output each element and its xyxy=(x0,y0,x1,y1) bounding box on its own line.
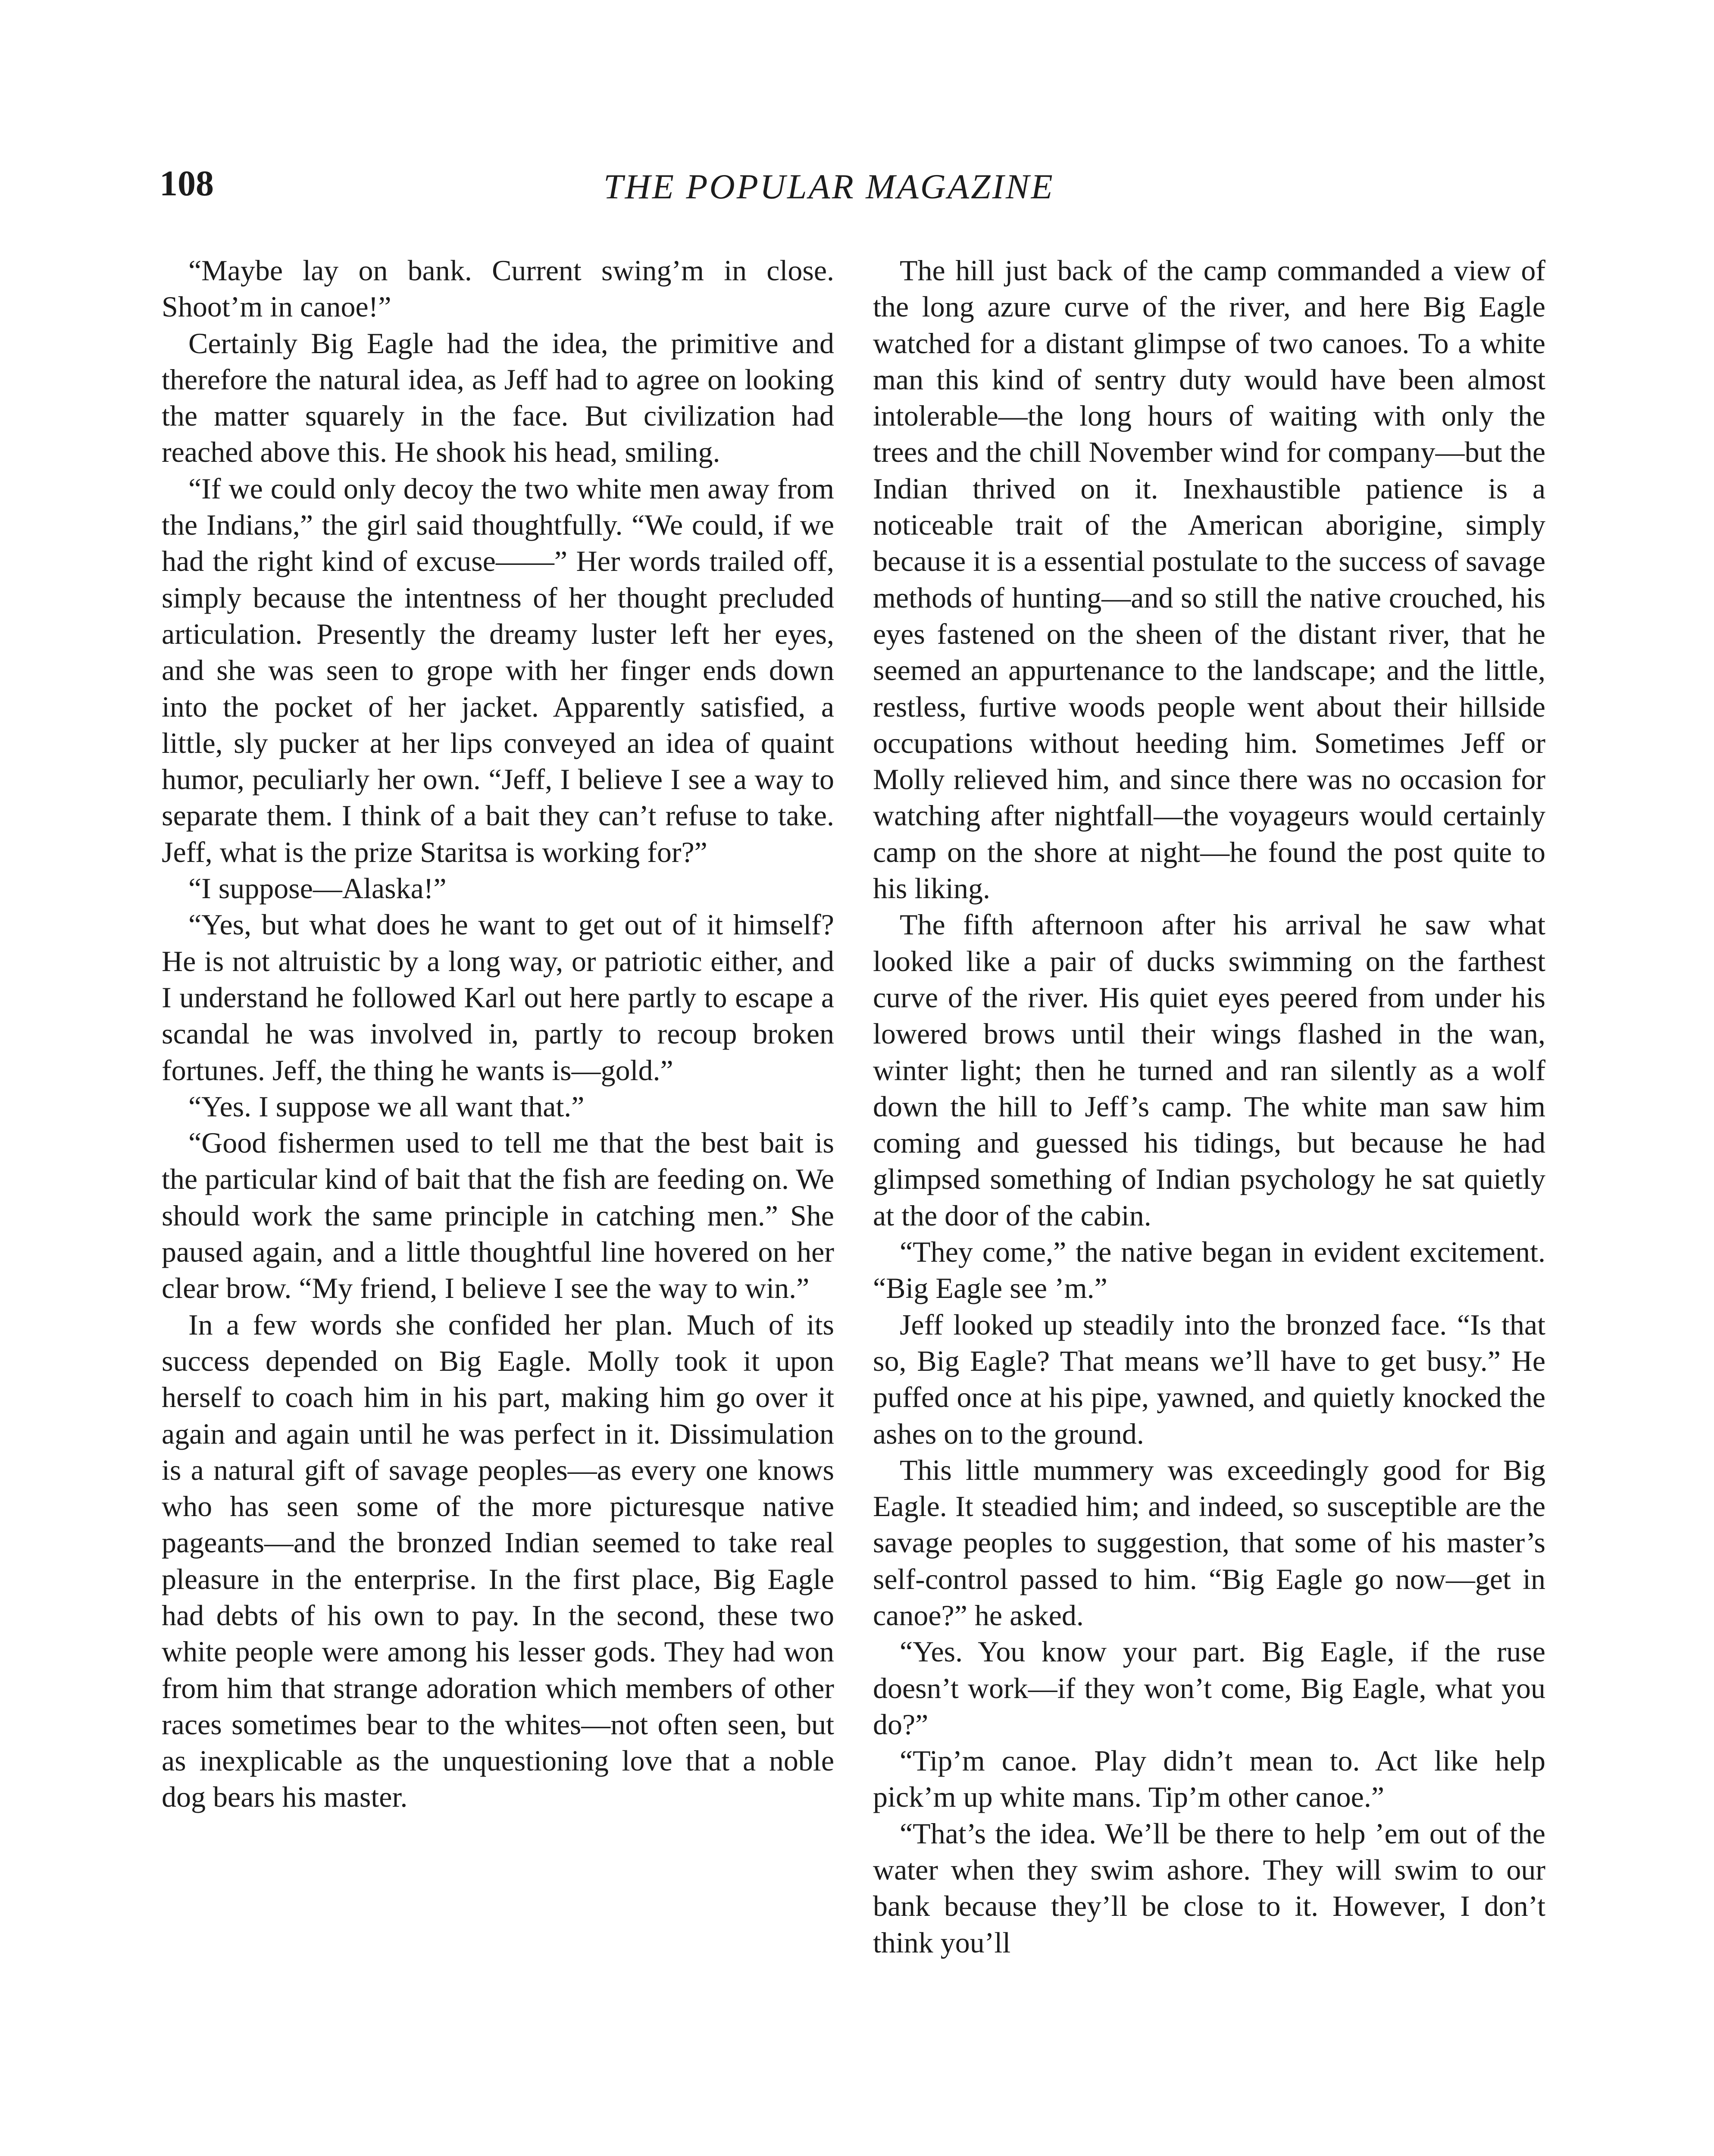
page-number: 108 xyxy=(160,163,214,204)
paragraph: Certainly Big Eagle had the idea, the primitive and therefore the natural idea, as Jeff had to agree on looking the matter squarely in the face. But civilization had reached above this. He shook his head, smiling. xyxy=(162,326,834,469)
paragraph: “Yes, but what does he want to get out of it himself? He is not altruistic by a long way, or patriotic either, and I understand he followed Karl out here partly to escape a scandal he was involved in, partly to recoup broken fortunes. Jeff, the thing he wants is—gold.” xyxy=(162,908,834,1087)
paragraph: “Maybe lay on bank. Current swing’m in close. Shoot’m in canoe!” xyxy=(162,254,834,323)
paragraph: This little mummery was exceedingly good for Big Eagle. It steadied him; and indeed, so susceptible are the savage peoples to suggestion, that some of his master’s self-control passed to him. “Big Eagle go now—get in canoe?” he asked. xyxy=(873,1453,1545,1632)
paragraph: “They come,” the native began in evident excitement. “Big Eagle see ’m.” xyxy=(873,1235,1545,1305)
paragraph: In a few words she confided her plan. Much of its success depended on Big Eagle. Molly took it upon herself to coach him in his part, making him go over it again and again until he was perfect in it. Dissimulation is a natural gift of savage peoples—as every one knows who has seen some of the more picturesque native pageants—and the bronzed Indian seemed to take real pleasure in the enterprise. In the first place, Big Eagle had debts of his own to pay. In the second, these two white people were among his lesser gods. They had won from him that strange adoration which members of other races sometimes bear to the whites—not often seen, but as inexplicable as the unquestioning love that a noble dog bears his master. xyxy=(162,1308,834,1814)
paragraph: “Yes. I suppose we all want that.” xyxy=(188,1090,585,1123)
paragraph: “Good fishermen used to tell me that the best bait is the particular kind of bait that the fish are feeding on. We should work the same principle in catching men.” She paused again, and a little thoughtful line hovered on her clear brow. “My friend, I believe I see the way to win.” xyxy=(162,1126,834,1305)
paragraph: “I suppose—Alaska!” xyxy=(188,872,447,905)
paragraph: “Tip’m canoe. Play didn’t mean to. Act like help pick’m up white mans. Tip’m other canoe.” xyxy=(873,1744,1545,1814)
paragraph: “Yes. You know your part. Big Eagle, if the ruse doesn’t work—if they won’t come, Big Eagle, what you do?” xyxy=(873,1635,1545,1741)
running-head: THE POPULAR MAGAZINE xyxy=(604,167,1054,206)
paragraph: “If we could only decoy the two white men away from the Indians,” the girl said thoughtfully. “We could, if we had the right kind of excuse——” Her words trailed off, simply because the intentness of her thought precluded articulation. Presently the dreamy luster left her eyes, and she was seen to grope with her finger ends down into the pocket of her jacket. Apparently satisfied, a little, sly pucker at her lips conveyed an idea of quaint humor, peculiarly her own. “Jeff, I believe I see a way to separate them. I think of a bait they can’t refuse to take. Jeff, what is the prize Staritsa is working for?” xyxy=(162,472,834,868)
paragraph: The hill just back of the camp commanded a view of the long azure curve of the river, and here Big Eagle watched for a distant glimpse of two canoes. To a white man this kind of sentry duty would have been almost intolerable—the long hours of waiting with only the trees and the chill November wind for company—but the Indian thrived on it. Inexhaustible patience is a noticeable trait of the American aborigine, simply because it is a essential postulate to the success of savage methods of hunting—and so still the native crouched, his eyes fastened on the sheen of the distant river, that he seemed an appurtenance to the landscape; and the little, restless, furtive woods people went about their hillside occupations without heeding him. Sometimes Jeff or Molly relieved him, and since there was no occasion for watching after nightfall—the voyageurs would certainly camp on the shore at night—he found the post quite to his liking. xyxy=(873,254,1545,905)
paragraph: The fifth afternoon after his arrival he saw what looked like a pair of ducks swimming on the farthest curve of the river. His quiet eyes peered from under his lowered brows until their wings flashed in the wan, winter light; then he turned and ran silently as a wolf down the hill to Jeff’s camp. The white man saw him coming and guessed his tidings, but because he had glimpsed something of Indian psychology he sat quietly at the door of the cabin. xyxy=(873,908,1545,1232)
left-column xyxy=(162,252,834,2156)
paragraph: “That’s the idea. We’ll be there to help ’em out of the water when they swim ashore. They will swim to our bank because they’ll be close to it. However, I don’t think you’ll xyxy=(873,1817,1545,1959)
paragraph: Jeff looked up steadily into the bronzed face. “Is that so, Big Eagle? That means we’ll have to get busy.” He puffed once at his pipe, yawned, and quietly knocked the ashes on to the ground. xyxy=(873,1308,1545,1450)
right-column xyxy=(873,252,1545,2156)
